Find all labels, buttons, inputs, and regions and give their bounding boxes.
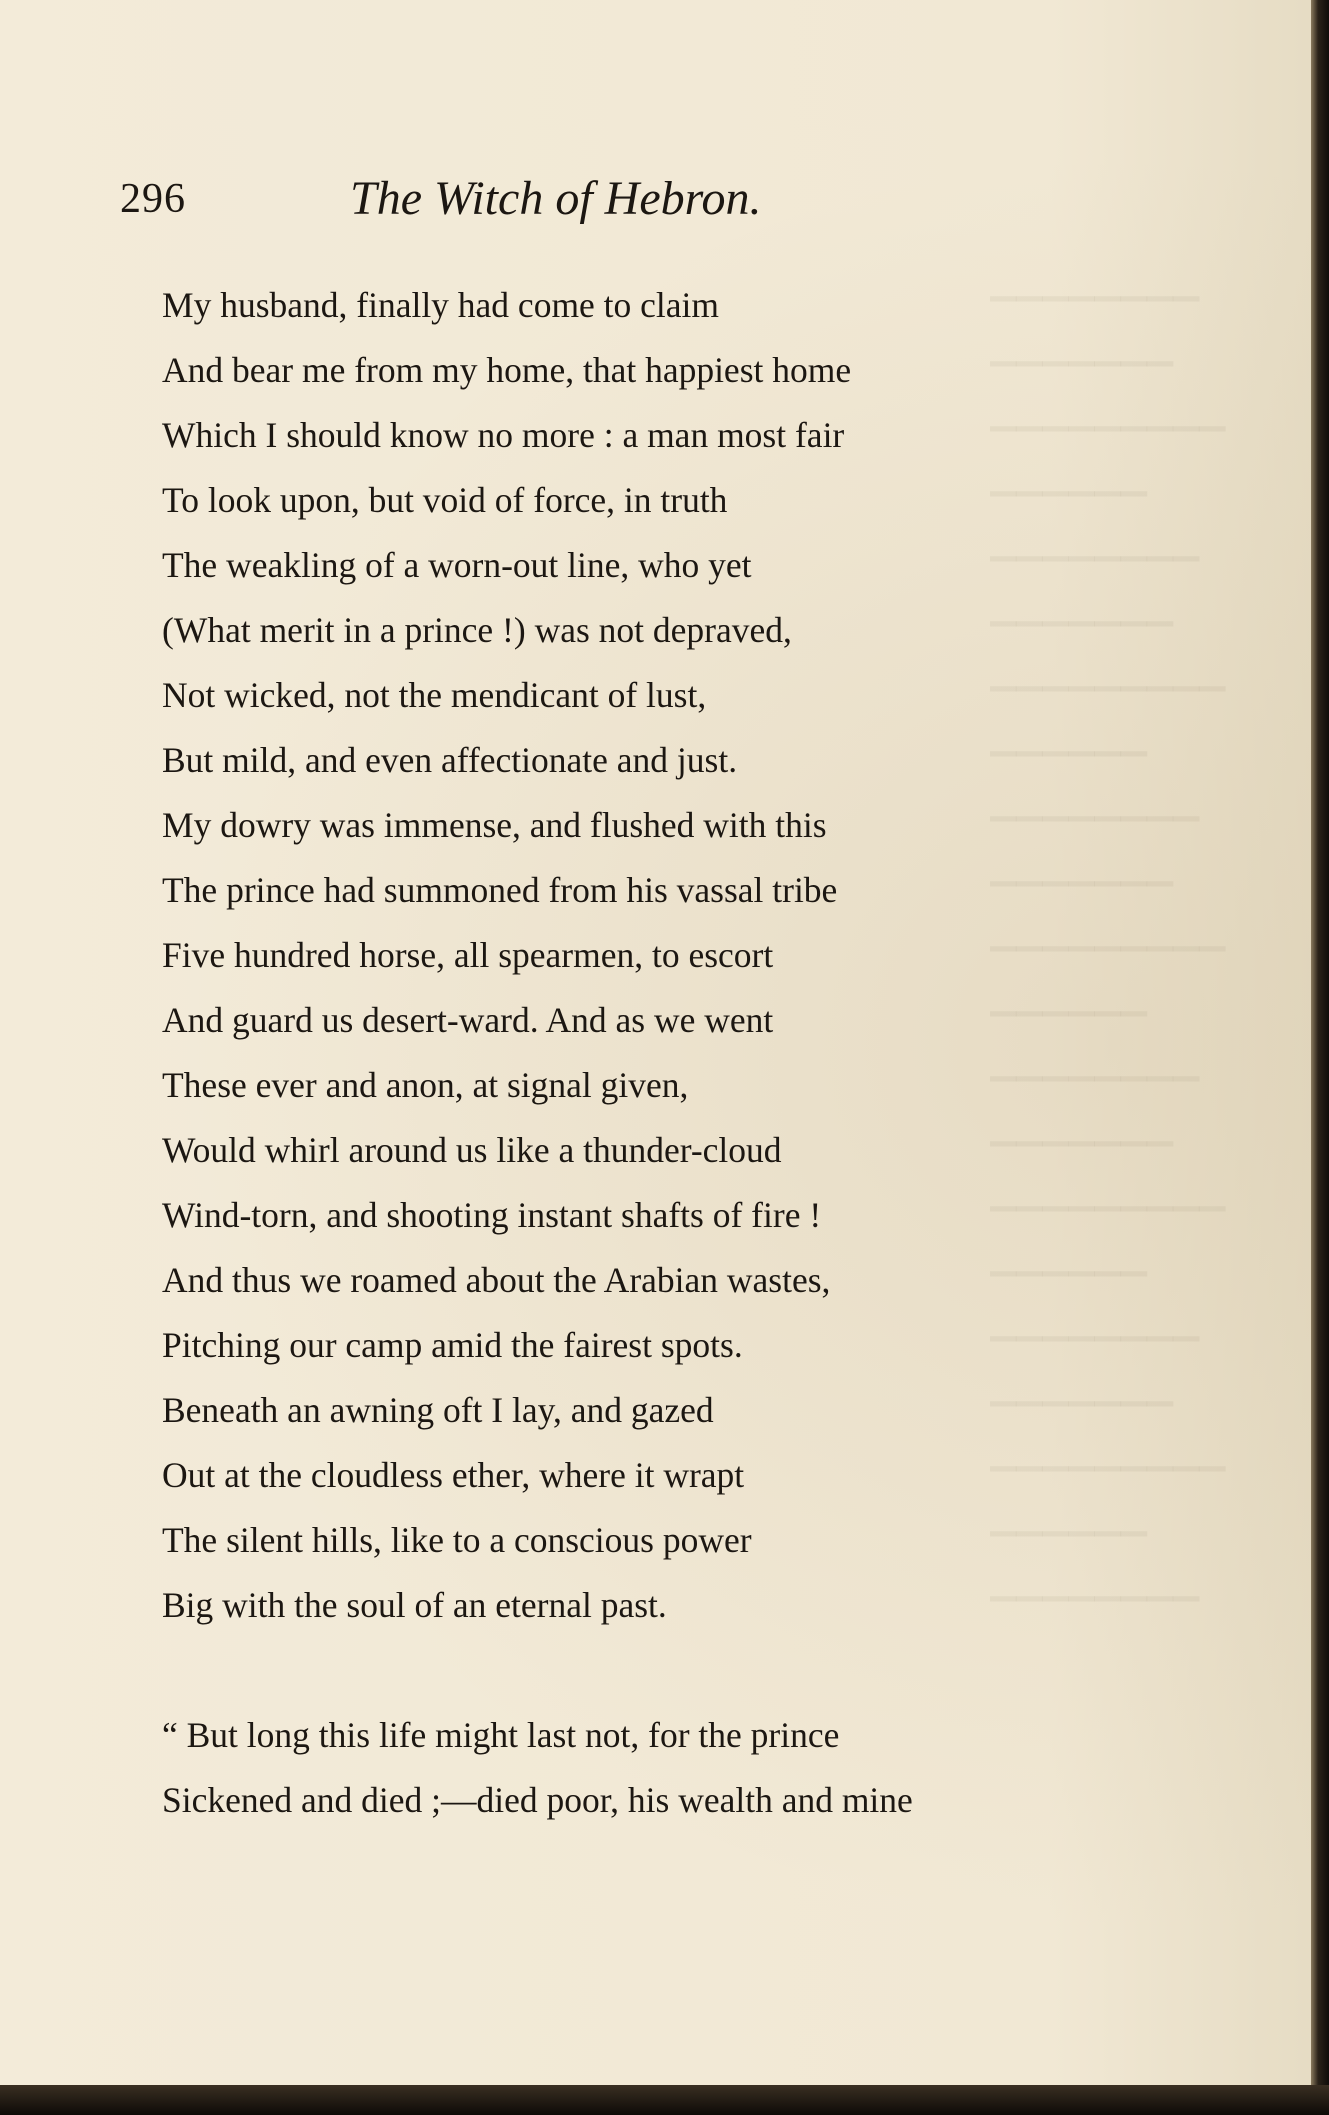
poem-line: To look upon, but void of force, in truth <box>162 480 728 520</box>
show-through-text: ▁▁▁▁▁▁▁▁ ▁▁▁▁▁▁▁ ▁▁▁▁▁▁▁▁▁ ▁▁▁▁▁▁ ▁▁▁▁▁▁▁▁ ▁▁▁▁▁▁▁ ▁▁▁▁▁▁▁▁▁ ▁▁▁▁▁▁ ▁▁▁▁▁▁▁▁ ▁▁▁▁▁▁▁ ▁▁▁▁▁▁▁▁▁ ▁▁▁▁▁▁ ▁▁▁▁▁▁▁▁ ▁▁▁▁▁▁▁ ▁▁▁▁▁▁▁▁▁ ▁▁▁▁▁▁ ▁▁▁▁▁▁▁▁ ▁▁▁▁▁▁▁ ▁▁▁▁▁▁▁▁▁ ▁▁▁▁▁▁ ▁▁▁▁▁▁▁▁ <box>990 264 1226 1601</box>
page-number: 296 <box>120 176 186 222</box>
poem-line: Sickened and died ;—died poor, his wealth and mine <box>162 1780 913 1820</box>
poem-line: “ But long this life might last not, for the prince <box>162 1715 840 1755</box>
poem-line: Pitching our camp amid the fairest spots. <box>162 1325 743 1365</box>
stanza-break <box>162 1645 1122 1710</box>
book-spine-edge <box>1311 0 1329 2115</box>
poem-line: Big with the soul of an eternal past. <box>162 1585 667 1625</box>
book-bottom-edge <box>0 2085 1329 2115</box>
running-header <box>120 165 1120 235</box>
stanza <box>162 280 1122 1645</box>
running-title: The Witch of Hebron. <box>350 172 762 225</box>
poem-line: Five hundred horse, all spearmen, to escort <box>162 935 774 975</box>
poem-line: My dowry was immense, and flushed with this <box>162 805 827 845</box>
stanza <box>162 1710 1122 1840</box>
poem-line: And guard us desert-ward. And as we went <box>162 1000 774 1040</box>
poem-line: And thus we roamed about the Arabian wastes, <box>162 1260 831 1300</box>
poem-line: But mild, and even affectionate and just. <box>162 740 738 780</box>
poem-line: The prince had summoned from his vassal tribe <box>162 870 838 910</box>
poem-line: The silent hills, like to a conscious power <box>162 1520 752 1560</box>
poem-line: (What merit in a prince !) was not depraved, <box>162 610 792 650</box>
poem-line: Would whirl around us like a thunder-cloud <box>162 1130 782 1170</box>
poem-line: And bear me from my home, that happiest home <box>162 350 852 390</box>
poem-line: These ever and anon, at signal given, <box>162 1065 689 1105</box>
poem-line: Out at the cloudless ether, where it wrapt <box>162 1455 745 1495</box>
poem-line: My husband, finally had come to claim <box>162 285 720 325</box>
poem-line: The weakling of a worn-out line, who yet <box>162 545 752 585</box>
poem-body <box>162 280 1122 1840</box>
poem-line: Wind-torn, and shooting instant shafts of fire ! <box>162 1195 822 1235</box>
poem-line: Not wicked, not the mendicant of lust, <box>162 675 707 715</box>
poem-line: Which I should know no more : a man most fair <box>162 415 845 455</box>
poem-line: Beneath an awning oft I lay, and gazed <box>162 1390 714 1430</box>
